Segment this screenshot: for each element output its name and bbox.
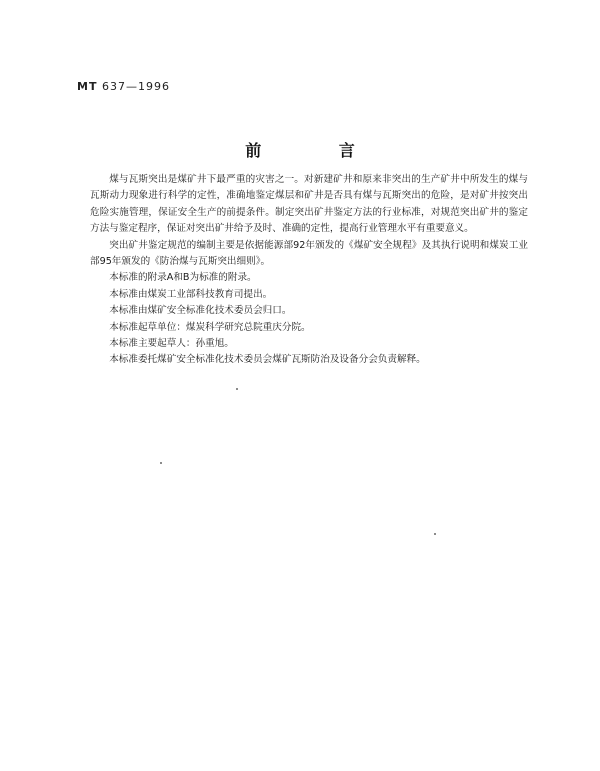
scan-speck (434, 533, 436, 535)
paragraph: 本标准由煤矿安全标准化技术委员会归口。 (109, 305, 292, 317)
standard-code: MT (77, 80, 98, 93)
paragraph: 突出矿井鉴定规范的编制主要是依据能源部92年颁发的《煤矿安全规程》及其执行说明和煤炭工业部95年颁发的《防治煤与瓦斯突出细则》。 (90, 239, 528, 268)
paragraph: 本标准由煤炭工业部科技教育司提出。 (109, 288, 273, 300)
page-title: 前 言 (245, 141, 391, 160)
scan-speck (160, 462, 162, 464)
scan-speck (236, 388, 238, 390)
paragraph: 本标准委托煤矿安全标准化技术委员会煤矿瓦斯防治及设备分会负责解释。 (109, 354, 426, 366)
paragraph: 煤与瓦斯突出是煤矿井下最严重的灾害之一。对新建矿井和原来非突出的生产矿井中所发生的煤与瓦斯动力现象进行科学的定性，准确地鉴定煤层和矿井是否具有煤与瓦斯突出的危险，是对矿井按突出危险实施管理，保证安全生产的前提条件。制定突出矿井鉴定方法的行业标准，对规范突出矿井的鉴定方法与鉴定程序，保证对突出矿井给予及时、准确的定性，提高行业管理水平有重要意义。 (90, 174, 528, 235)
paragraph: 本标准主要起草人：孙重旭。 (109, 338, 234, 350)
preface-body (90, 172, 528, 369)
paragraph: 本标准的附录A和B为标准的附录。 (109, 272, 257, 284)
standard-number: 637—1996 (101, 80, 170, 93)
paragraph: 本标准起草单位：煤炭科学研究总院重庆分院。 (109, 321, 311, 333)
standard-id (77, 80, 170, 93)
